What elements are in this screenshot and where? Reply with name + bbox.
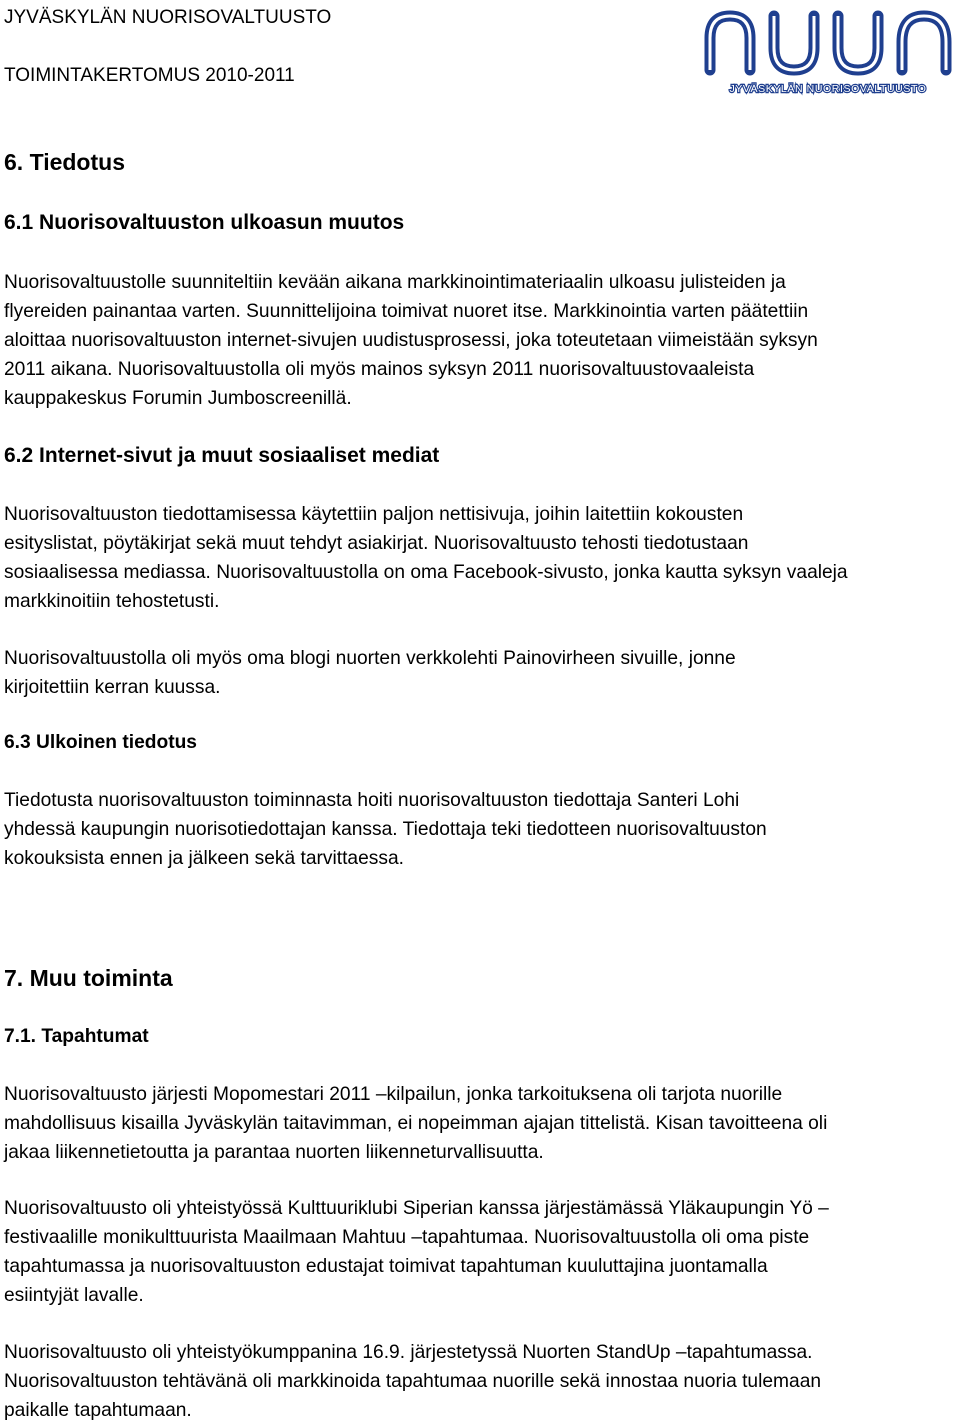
section-6-1-paragraph: Nuorisovaltuustolle suunniteltiin kevään aikana markkinointimateriaalin ulkoasu julisteiden ja flyereiden painantaa varten. Suunnittelijoina toimivat nuoret itse. Markkinointia varten päätettiin aloittaa nuorisovaltuuston internet-sivujen uudistusprosessi, joka toteutetaan viimeistään syksyn 2011 aikana. Nuorisovaltuustolla oli myös mainos syksyn 2011 nuorisovaltuustovaaleista kauppakeskus Forumin Jumboscreenillä. xyxy=(4,272,818,409)
section-6-2-paragraph-1: Nuorisovaltuuston tiedottamisessa käytettiin paljon nettisivuja, joihin laitettiin kokousten esityslistat, pöytäkirjat sekä muut tehdyt asiakirjat. Nuorisovaltuusto tehosti tiedotustaan sosiaalisessa mediassa. Nuorisovaltuustolla on oma Facebook-sivusto, jonka kautta syksyn vaaleja markkinoitiin tehostetusti. xyxy=(4,504,848,612)
logo-letter-a xyxy=(902,16,946,70)
section-7-1-paragraph-2: Nuorisovaltuusto oli yhteistyössä Kulttuuriklubi Siperian kanssa järjestämässä Yläkaupungin Yö – festivaalille monikulttuurista Maailmaan Mahtuu –tapahtumaa. Nuorisovaltuustolla oli oma piste tapahtumassa ja nuorisovaltuuston edustajat toimivat tapahtuman kuuluttajina juontamalla esiintyjät lavalle. xyxy=(4,1198,829,1306)
section-6-1-title: 6.1 Nuorisovaltuuston ulkoasun muutos xyxy=(4,211,405,234)
header-report-title: TOIMINTAKERTOMUS 2010-2011 xyxy=(4,65,295,86)
section-6-3-paragraph: Tiedotusta nuorisovaltuuston toiminnasta hoiti nuorisovaltuuston tiedottaja Santeri Lohi yhdessä kaupungin nuorisotiedottajan kanssa. Tiedottaja teki tiedotteen nuorisovaltuuston kokouksista ennen ja jälkeen sekä tarvittaessa. xyxy=(4,790,767,869)
section-7-title: 7. Muu toiminta xyxy=(4,965,173,991)
logo-letter-u1 xyxy=(774,16,814,70)
section-7-1-title: 7.1. Tapahtumat xyxy=(4,1026,149,1047)
logo-letter-n xyxy=(710,16,750,70)
nuva-logo xyxy=(700,2,956,98)
section-6-2-paragraph-2: Nuorisovaltuustolla oli myös oma blogi nuorten verkkolehti Painovirheen sivuille, jonne kirjoitettiin kerran kuussa. xyxy=(4,648,736,698)
logo-caption: JYVÄSKYLÄN NUORISOVALTUUSTO xyxy=(729,83,927,95)
logo-letter-u2 xyxy=(838,16,878,70)
header-organization: JYVÄSKYLÄN NUORISOVALTUUSTO xyxy=(4,7,332,28)
section-6-2-title: 6.2 Internet-sivut ja muut sosiaaliset mediat xyxy=(4,444,440,467)
section-7-1-paragraph-3: Nuorisovaltuusto oli yhteistyökumppanina 16.9. järjestetyssä Nuorten StandUp –tapahtumassa. Nuorisovaltuuston tehtävänä oli markkinoida tapahtumaa nuorille sekä innostaa nuoria tulemaan paikalle tapahtumaan. xyxy=(4,1342,822,1421)
section-7-1-paragraph-1: Nuorisovaltuusto järjesti Mopomestari 2011 –kilpailun, jonka tarkoituksena oli tarjota nuorille mahdollisuus kisailla Jyväskylän taitavimman, ei nopeimman ajajan tittelistä. Kisan tavoitteena oli jakaa liikennetietoutta ja parantaa nuorten liikenneturvallisuutta. xyxy=(4,1084,828,1163)
section-6-title: 6. Tiedotus xyxy=(4,149,125,175)
section-6-3-title: 6.3 Ulkoinen tiedotus xyxy=(4,732,197,753)
